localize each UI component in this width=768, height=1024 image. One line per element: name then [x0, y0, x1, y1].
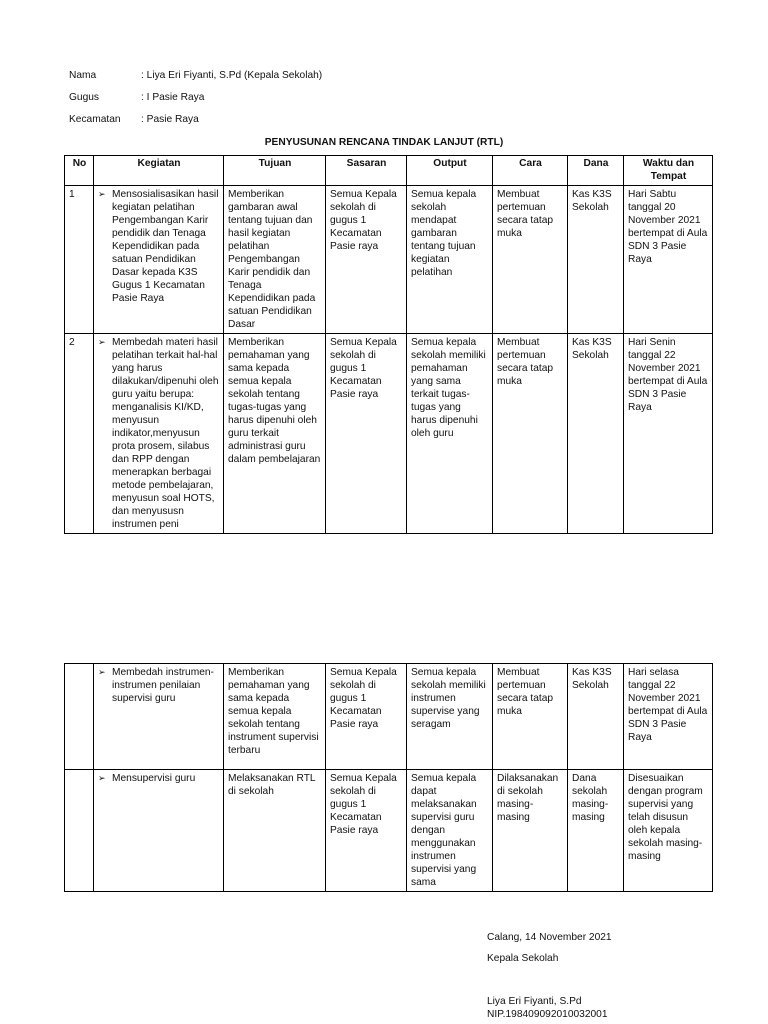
- kegiatan-text: Membedah instrumen-instrumen penilaian supervisi guru: [112, 667, 214, 704]
- cell-kegiatan: [94, 334, 224, 534]
- cell-sasaran: Semua Kepala sekolah di gugus 1 Kecamatan Pasie raya: [326, 770, 407, 892]
- header-waktu: Waktu dan Tempat: [624, 156, 713, 186]
- gugus-label: Gugus: [69, 92, 100, 103]
- kegiatan-text: Mensosialisasikan hasil kegiatan pelatihan Pengembangan Karir pendidik dan Tenaga Kependidikan pada satuan Pendidikan Dasar kepada K3S Gugus 1 Kecamatan Pasie Raya: [112, 189, 219, 304]
- rtl-table: [64, 155, 713, 534]
- cell-waktu: Hari Sabtu tanggal 20 November 2021 bertempat di Aula SDN 3 Pasie Raya: [624, 186, 713, 334]
- header-dana: Dana: [568, 156, 624, 186]
- header-cara: Cara: [493, 156, 568, 186]
- cell-dana: Dana sekolah masing-masing: [568, 770, 624, 892]
- cell-waktu: Hari selasa tanggal 22 November 2021 bertempat di Aula SDN 3 Pasie Raya: [624, 664, 713, 770]
- cell-cara: Membuat pertemuan secara tatap muka: [493, 186, 568, 334]
- cell-tujuan: Memberikan gambaran awal tentang tujuan dan hasil kegiatan pelatihan Pengembangan Karir pendidik dan Tenaga Kependidikan pada satuan Pendidikan Dasar: [224, 186, 326, 334]
- cell-tujuan: Memberikan pemahaman yang sama kepada semua kepala sekolah tentang tugas-tugas yang harus dipenuhi oleh guru terkait administrasi guru dalam pembelajaran: [224, 334, 326, 534]
- cell-tujuan: Melaksanakan RTL di sekolah: [224, 770, 326, 892]
- cell-sasaran: Semua Kepala sekolah di gugus 1 Kecamatan Pasie raya: [326, 186, 407, 334]
- cell-cara: Membuat pertemuan secara tatap muka: [493, 664, 568, 770]
- cell-dana: Kas K3S Sekolah: [568, 334, 624, 534]
- kecamatan-label: Kecamatan: [69, 114, 121, 125]
- cell-dana: Kas K3S Sekolah: [568, 186, 624, 334]
- signature-place-date: Calang, 14 November 2021: [487, 932, 612, 943]
- nama-label: Nama: [69, 70, 97, 81]
- cell-dana: Kas K3S Sekolah: [568, 664, 624, 770]
- cell-output: Semua kepala dapat melaksanakan supervisi guru dengan menggunakan instrumen supervisi yang sama: [407, 770, 493, 892]
- cell-sasaran: Semua Kepala sekolah di gugus 1 Kecamatan Pasie raya: [326, 664, 407, 770]
- kegiatan-text: Membedah materi hasil pelatihan terkait hal-hal yang harus dilakukan/dipenuhi oleh guru yaitu berupa: menganalisis KI/KD, menyusun indikator,menyusun prota prosem, silabus dan RPP dengan menerapkan berbagai metode pembelajaran, menyusun soal HOTS, dan menyususn instrumen peni: [112, 337, 219, 530]
- cell-sasaran: Semua Kepala sekolah di gugus 1 Kecamatan Pasie raya: [326, 334, 407, 534]
- kegiatan-text: Mensupervisi guru: [112, 773, 196, 784]
- gugus-value: : I Pasie Raya: [141, 92, 205, 103]
- cell-no: 2: [65, 334, 94, 534]
- cell-output: Semua kepala sekolah memiliki pemahaman yang sama terkait tugas-tugas yang harus dipenuhi oleh guru: [407, 334, 493, 534]
- cell-waktu: Hari Senin tanggal 22 November 2021 bertempat di Aula SDN 3 Pasie Raya: [624, 334, 713, 534]
- table-row: [65, 334, 713, 534]
- document-title: PENYUSUNAN RENCANA TINDAK LANJUT (RTL): [264, 137, 504, 148]
- nama-value: : Liya Eri Fiyanti, S.Pd (Kepala Sekolah): [141, 70, 323, 81]
- table-row: [65, 186, 713, 334]
- header-output: Output: [407, 156, 493, 186]
- cell-no: [65, 664, 94, 770]
- table-row: [65, 770, 713, 892]
- cell-no: [65, 770, 94, 892]
- cell-tujuan: Memberikan pemahaman yang sama kepada semua kepala sekolah tentang instrument supervisi terbaru: [224, 664, 326, 770]
- arrowhead-bullet-icon: ➢: [98, 189, 106, 199]
- header-tujuan: Tujuan: [224, 156, 326, 186]
- table-row: [65, 664, 713, 770]
- signature-nip: NIP.198409092010032001: [487, 1009, 608, 1020]
- cell-cara: Dilaksanakan di sekolah masing-masing: [493, 770, 568, 892]
- signature-name: Liya Eri Fiyanti, S.Pd: [487, 996, 582, 1007]
- cell-cara: Membuat pertemuan secara tatap muka: [493, 334, 568, 534]
- cell-output: Semua kepala sekolah mendapat gambaran tentang tujuan kegiatan pelatihan: [407, 186, 493, 334]
- signature-position: Kepala Sekolah: [487, 953, 559, 964]
- cell-kegiatan: [94, 664, 224, 770]
- cell-kegiatan: [94, 186, 224, 334]
- arrowhead-bullet-icon: ➢: [98, 667, 106, 677]
- cell-output: Semua kepala sekolah memiliki instrumen supervise yang seragam: [407, 664, 493, 770]
- kecamatan-value: : Pasie Raya: [141, 114, 199, 125]
- cell-kegiatan: [94, 770, 224, 892]
- arrowhead-bullet-icon: ➢: [98, 773, 106, 783]
- arrowhead-bullet-icon: ➢: [98, 337, 106, 347]
- header-sasaran: Sasaran: [326, 156, 407, 186]
- table-header-row: [65, 156, 713, 186]
- rtl-table-continued: [64, 663, 713, 892]
- cell-no: 1: [65, 186, 94, 334]
- header-no: No: [65, 156, 94, 186]
- header-kegiatan: Kegiatan: [94, 156, 224, 186]
- cell-waktu: Disesuaikan dengan program supervisi yang telah disusun oleh kepala sekolah masing-masing: [624, 770, 713, 892]
